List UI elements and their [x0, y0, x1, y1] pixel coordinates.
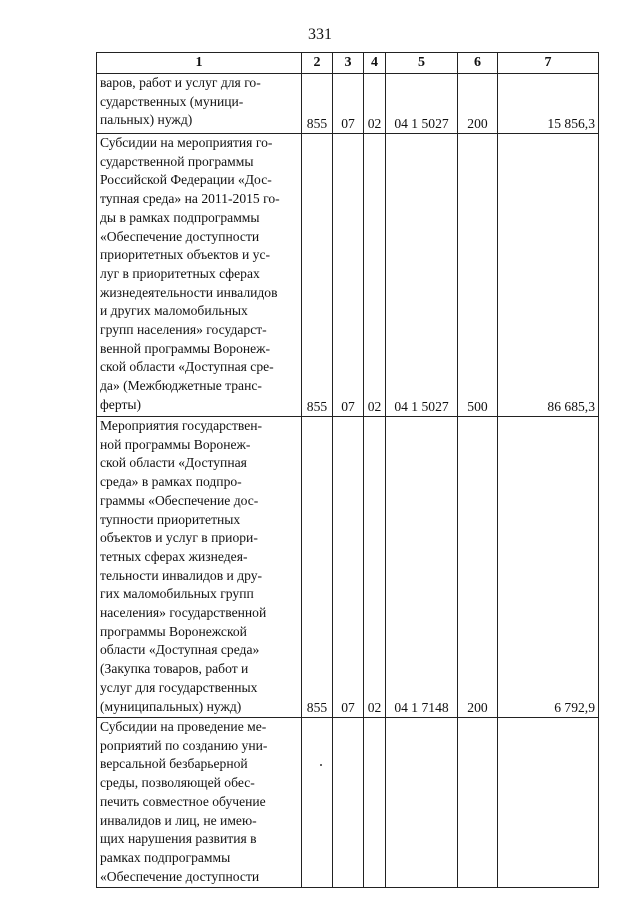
- description-line: да» (Межбюджетные транс-: [100, 378, 262, 394]
- description-line: жизнедеятельности инвалидов: [100, 284, 278, 300]
- section-code: 07: [333, 417, 364, 718]
- col-header-1: 1: [97, 53, 302, 74]
- description-line: гих маломобильных групп: [100, 586, 254, 602]
- admin-code: [302, 718, 333, 888]
- description-line: ды в рамках подпрограммы: [100, 209, 260, 225]
- description-line: «Обеспечение доступности: [100, 228, 260, 244]
- col-header-3: 3: [333, 53, 364, 74]
- description-line: среды, позволяющей обес-: [100, 775, 255, 791]
- section-code: [333, 718, 364, 888]
- description-line: тупная среда» на 2011-2015 го-: [100, 191, 280, 207]
- description-line: тупности приоритетных: [100, 511, 241, 527]
- description-line: ферты): [100, 396, 142, 412]
- amount: [498, 718, 599, 888]
- target-article-code: 04 1 7148: [386, 417, 458, 718]
- description-line: тетных сферах жизнедея-: [100, 548, 248, 564]
- description-line: ской области «Доступная: [100, 455, 247, 471]
- admin-code: 855: [302, 417, 333, 718]
- section-code: 07: [333, 74, 364, 134]
- table-row: [97, 417, 599, 718]
- col-header-2: 2: [302, 53, 333, 74]
- target-article-code: 04 1 5027: [386, 74, 458, 134]
- table-row: [97, 718, 599, 888]
- table-row: [97, 74, 599, 134]
- description-line: венной программы Воронеж-: [100, 340, 271, 356]
- scan-speck: [320, 764, 322, 766]
- description-line: роприятий по созданию уни-: [100, 737, 268, 753]
- amount: 15 856,3: [498, 74, 599, 134]
- description-line: (муниципальных) нужд): [100, 698, 242, 714]
- description-line: граммы «Обеспечение дос-: [100, 492, 259, 508]
- description-line: ной программы Воронеж-: [100, 436, 251, 452]
- subsection-code: [364, 718, 386, 888]
- amount: 6 792,9: [498, 417, 599, 718]
- budget-table: [96, 52, 599, 888]
- description-line: сударственных (муници-: [100, 93, 244, 109]
- description-line: варов, работ и услуг для го-: [100, 75, 261, 90]
- description-line: тельности инвалидов и дру-: [100, 567, 263, 583]
- admin-code: 855: [302, 74, 333, 134]
- description-line: групп населения» государст-: [100, 322, 267, 338]
- description-line: сударственной программы: [100, 153, 254, 169]
- description-line: пальных) нужд): [100, 112, 193, 128]
- description-line: печить совместное обучение: [100, 793, 266, 809]
- row-description: [97, 718, 302, 888]
- col-header-6: 6: [458, 53, 498, 74]
- page-number: 331: [308, 26, 332, 43]
- section-code: 07: [333, 134, 364, 417]
- amount: 86 685,3: [498, 134, 599, 417]
- description-line: ской области «Доступная сре-: [100, 359, 274, 375]
- description-line: населения» государственной: [100, 605, 267, 621]
- admin-code: 855: [302, 134, 333, 417]
- expense-type-code: 200: [458, 417, 498, 718]
- col-header-7: 7: [498, 53, 599, 74]
- description-line: Субсидии на мероприятия го-: [100, 135, 273, 150]
- description-line: (Закупка товаров, работ и: [100, 661, 249, 677]
- description-line: Мероприятия государствен-: [100, 418, 263, 433]
- description-line: версальной безбарьерной: [100, 756, 248, 772]
- description-line: среда» в рамках подпро-: [100, 474, 242, 490]
- table-row: [97, 134, 599, 417]
- col-header-5: 5: [386, 53, 458, 74]
- description-line: программы Воронежской: [100, 623, 247, 639]
- description-line: Субсидии на проведение ме-: [100, 719, 267, 734]
- description-line: инвалидов и лиц, не имею-: [100, 812, 257, 828]
- description-line: приоритетных объектов и ус-: [100, 247, 271, 263]
- target-article-code: 04 1 5027: [386, 134, 458, 417]
- description-line: области «Доступная среда»: [100, 642, 260, 658]
- description-line: «Обеспечение доступности: [100, 868, 260, 884]
- description-line: луг в приоритетных сферах: [100, 265, 260, 281]
- description-line: услуг для государственных: [100, 679, 258, 695]
- description-line: объектов и услуг в приори-: [100, 530, 258, 546]
- expense-type-code: 200: [458, 74, 498, 134]
- description-line: и других маломобильных: [100, 303, 248, 319]
- description-line: рамках подпрограммы: [100, 849, 231, 865]
- subsection-code: 02: [364, 417, 386, 718]
- target-article-code: [386, 718, 458, 888]
- row-description: [97, 74, 302, 134]
- expense-type-code: [458, 718, 498, 888]
- row-description: [97, 134, 302, 417]
- description-line: щих нарушения развития в: [100, 831, 257, 847]
- description-line: Российской Федерации «Дос-: [100, 172, 272, 188]
- header-row: [97, 53, 599, 74]
- expense-type-code: 500: [458, 134, 498, 417]
- col-header-4: 4: [364, 53, 386, 74]
- row-description: [97, 417, 302, 718]
- subsection-code: 02: [364, 74, 386, 134]
- subsection-code: 02: [364, 134, 386, 417]
